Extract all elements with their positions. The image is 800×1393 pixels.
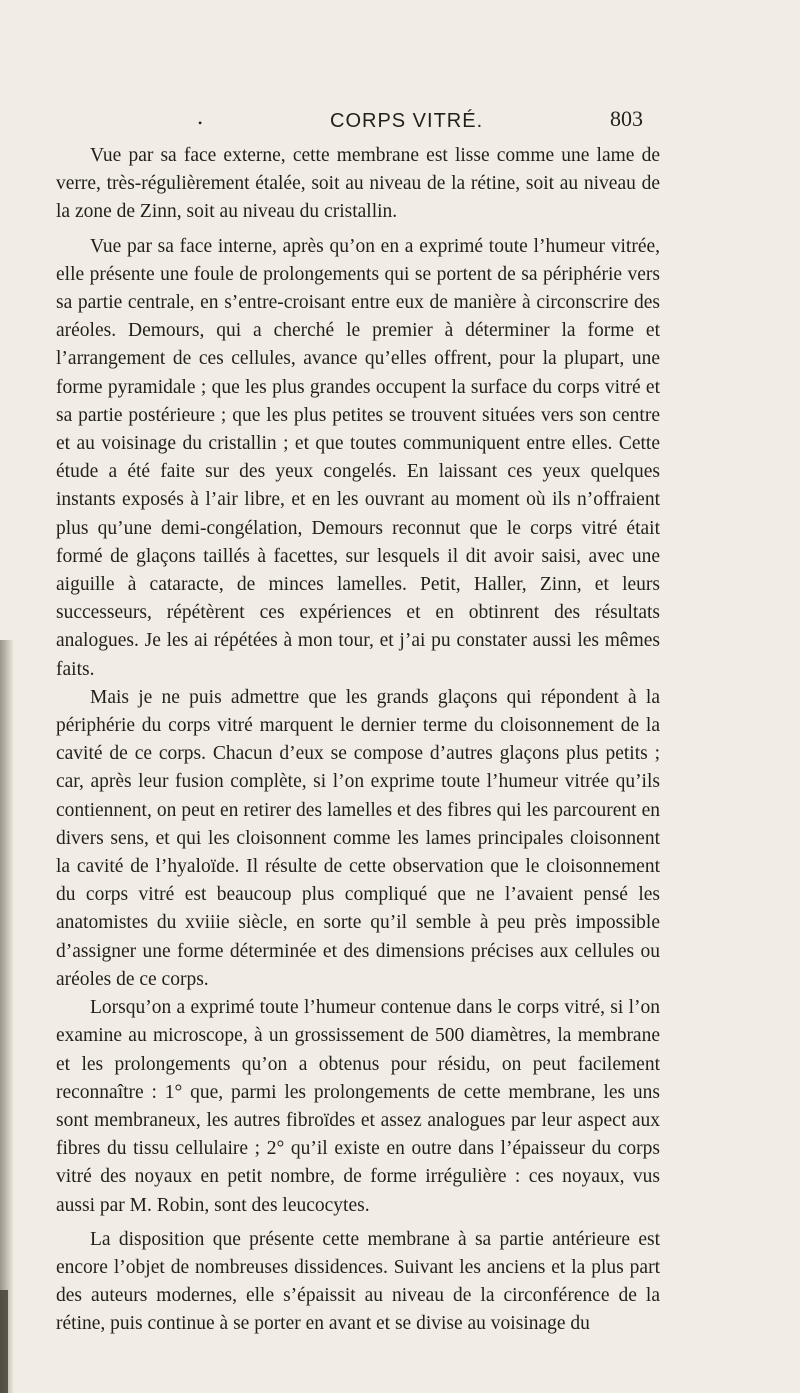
page-edge-shadow [0, 640, 14, 1393]
paragraph-microscope: Lorsqu’on a exprimé toute l’humeur contenue dans le corps vitré, si l’on examine au microscope, à un grossissement de 500 diamètres, la membrane et les prolongements qu’on a obtenus pour résidu, on peut facilement reconnaître : 1° que, parmi les prolongements de cette membrane, les uns sont membraneux, les autres fibroïdes et assez analogues par leur aspect aux fibres du tissu cellulaire ; 2° qu’il existe en outre dans l’épaisseur du corps vitré des noyaux en petit nombre, de forme irrégulière : ces noyaux, vus aussi par M. Robin, sont des leucocytes. [56, 997, 660, 1216]
text-body [56, 142, 660, 1339]
paragraph-internal-face: Vue par sa face interne, après qu’on en a exprimé toute l’humeur vitrée, elle présente une foule de prolongements qui se portent de sa périphérie vers sa partie centrale, en s’entre-croisant entre eux de manière à circonscrire des aréoles. Demours, qui a cherché le premier à déterminer la forme et l’arrangement de ces cellules, avance qu’elles offrent, pour la plupart, une forme pyramidale ; que les plus grandes occupent la surface du corps vitré et sa partie postérieure ; que les plus petites se trouvent situées vers son centre et au voisinage du cristallin ; et que toutes communiquent entre elles. Cette étude a été faite sur des yeux congelés. En laissant ces yeux quelques instants exposés à l’air libre, et en les ouvrant au moment où ils n’offraient plus qu’une demi-congélation, Demours reconnut que le corps vitré était formé de glaçons taillés à facettes, sur lesquels il dit avoir saisi, avec une aiguille à cataracte, de minces lamelles. Petit, Haller, Zinn, et leurs successeurs, répétèrent ces expériences et en obtinrent des résultats analogues. Je les ai répétées à mon tour, et j’ai pu constater aussi les mêmes faits. [56, 235, 660, 680]
page-header [0, 108, 800, 138]
page-edge-binding [0, 1290, 8, 1393]
running-title: CORPS VITRÉ. [330, 110, 484, 132]
page-number: 803 [610, 106, 643, 131]
paragraph-glacons: Mais je ne puis admettre que les grands glaçons qui répondent à la périphérie du corps vitré marquent le dernier terme du cloisonnement de la cavité de ce corps. Chacun d’eux se compose d’autres glaçons plus petits ; car, après leur fusion complète, si l’on exprime toute l’humeur vitrée qu’ils contiennent, on peut en retirer des lamelles et des fibres qui les parcourent en divers sens, et qui les cloisonnent comme les lames principales cloisonnent la cavité de l’hyaloïde. Il résulte de cette observation que le cloisonnement du corps vitré est beaucoup plus compliqué que ne l’avaient pensé les anatomistes du xviiie siècle, en sorte qu’il semble à peu près impossible d’assigner une forme déterminée et des dimensions précises aux cellules ou aréoles de ce corps. [56, 686, 660, 990]
paragraph-anterior-part: La disposition que présente cette membrane à sa partie antérieure est encore l’objet de nombreuses dissidences. Suivant les anciens et la plus part des auteurs modernes, elle s’épaissit au niveau de la circonférence de la rétine, puis continue à se porter en avant et se divise au voisinage du [56, 1228, 660, 1335]
paragraph-external-face: Vue par sa face externe, cette membrane est lisse comme une lame de verre, très-régulièrement étalée, soit au niveau de la rétine, soit au niveau de la zone de Zinn, soit au niveau du cristallin. [56, 145, 660, 223]
header-bullet: • [198, 116, 203, 130]
